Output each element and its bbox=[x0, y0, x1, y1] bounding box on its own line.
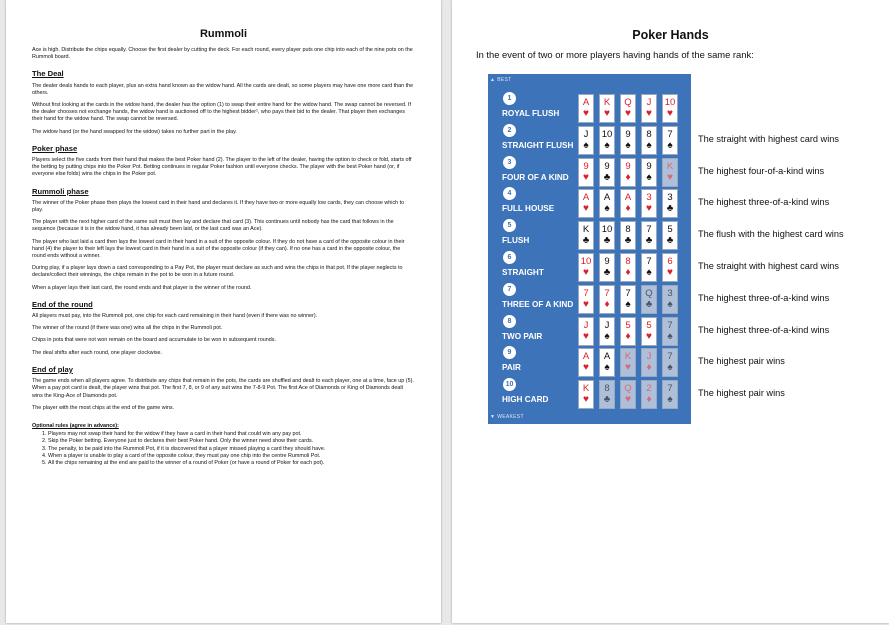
card-suit-icon: ♠ bbox=[646, 171, 652, 183]
card-rank: 8 bbox=[646, 128, 652, 140]
card-suit-icon: ♣ bbox=[603, 171, 611, 183]
paragraph: The winner of the round (if there was one) wins all the chips in the Rummoli pot. bbox=[32, 325, 223, 332]
playing-card bbox=[620, 158, 636, 187]
playing-card bbox=[620, 189, 636, 218]
card-suit-icon: ♦ bbox=[625, 203, 631, 215]
card-rank: Q bbox=[624, 383, 632, 395]
hand-name: ROYAL FLUSH bbox=[502, 109, 560, 118]
card-rank: 2 bbox=[646, 383, 652, 395]
card-rank: J bbox=[583, 128, 589, 140]
playing-card bbox=[578, 253, 594, 282]
hand-tiebreak-description: The straight with highest card wins bbox=[698, 261, 839, 271]
hand-tiebreak-description: The straight with highest card wins bbox=[698, 133, 839, 144]
card-rank: A bbox=[582, 97, 590, 108]
list-item: 2. Skip the Poker betting. Everyone just to declares their best Poker hand. Only the winner need show their cards. bbox=[48, 438, 415, 445]
hand-name: TWO PAIR bbox=[502, 331, 543, 341]
paragraph: Without first looking at the cards in the widow hand, the dealer has the option (1) to swap their entire hand for the widow hand. The swap cannot be reversed. If the dealer chooses not exchange hands, the widow hand is auctioned off to the highest bidder¹, who pays their bid to the dealer. That player then exchanges their hand for the widow hand. The swap cannot be reversed. bbox=[32, 102, 411, 123]
card-suit-icon: ♠ bbox=[646, 267, 652, 278]
card-suit-icon: ♥ bbox=[583, 330, 589, 342]
poker-hands-chart bbox=[488, 74, 691, 424]
card-rank: 7 bbox=[646, 256, 652, 267]
card-suit-icon: ♥ bbox=[583, 394, 589, 406]
paragraph: The game ends when all players agree. To distribute any chips that remain in the pots, the cards are shuffled and dealt to each player, one at a time, face up (5). When a pay pot card is dealt, the player wins that pot. The first 7, 8, or 9 of any suit wins the 7-8-9 Pot. The first Ace of Diamonds or King of Diamonds dealt wins the King-Ace of Diamonds pot. bbox=[32, 378, 414, 399]
card-rank: A bbox=[582, 192, 590, 204]
paragraph: All players must pay, into the Rummoli pot, one chip for each card remaining in their hand (even if there was no winner). bbox=[32, 313, 318, 320]
card-rank: A bbox=[603, 192, 611, 204]
weakest-label bbox=[490, 414, 524, 420]
card-suit-icon: ♠ bbox=[646, 139, 652, 151]
playing-card bbox=[620, 126, 636, 155]
weakest-text: WEAKEST bbox=[497, 414, 524, 420]
playing-card bbox=[662, 94, 678, 123]
card-rank: 7 bbox=[667, 128, 673, 140]
page-title: Poker Hands bbox=[632, 28, 709, 42]
card-suit-icon: ♠ bbox=[625, 298, 631, 310]
card-suit-icon: ♥ bbox=[646, 108, 652, 119]
card-rank: 9 bbox=[604, 160, 610, 172]
card-suit-icon: ♥ bbox=[646, 203, 652, 215]
playing-card bbox=[641, 221, 657, 250]
card-suit-icon: ♥ bbox=[646, 330, 652, 342]
playing-card bbox=[662, 285, 678, 314]
paragraph: When a player lays their last card, the round ends and that player is the winner of the round. bbox=[32, 284, 252, 291]
playing-card bbox=[599, 94, 615, 123]
playing-card bbox=[620, 221, 636, 250]
card-rank: K bbox=[603, 97, 611, 108]
card-suit-icon: ♥ bbox=[583, 362, 589, 374]
card-suit-icon: ♥ bbox=[583, 108, 589, 119]
page-poker-hands bbox=[452, 0, 889, 623]
hand-tiebreak-description: The highest pair wins bbox=[698, 388, 785, 399]
card-suit-icon: ♥ bbox=[667, 108, 673, 119]
best-label bbox=[490, 77, 512, 83]
intro-text: In the event of two or more players having hands of the same rank: bbox=[476, 49, 754, 60]
card-rank: K bbox=[582, 224, 590, 236]
playing-card bbox=[620, 285, 636, 314]
card-suit-icon: ♠ bbox=[604, 330, 610, 342]
card-suit-icon: ♥ bbox=[583, 267, 589, 278]
hand-name: THREE OF A KIND bbox=[502, 299, 574, 309]
card-rank: Q bbox=[645, 287, 653, 299]
card-suit-icon: ♥ bbox=[625, 394, 631, 406]
hand-tiebreak-description: The highest four-of-a-kind wins bbox=[698, 165, 825, 176]
card-suit-icon: ♥ bbox=[604, 108, 610, 119]
section-heading-deal: The Deal bbox=[32, 69, 64, 79]
hand-rank-number: 2 bbox=[503, 124, 516, 137]
card-rank: 5 bbox=[646, 319, 652, 331]
card-suit-icon: ♥ bbox=[667, 171, 673, 183]
playing-card bbox=[641, 348, 657, 377]
list-item: 1. Players may not swap their hand for the widow if they have a card in their hand that could win any pay pot. bbox=[48, 431, 415, 438]
paragraph: The player who last laid a card then lays the lowest card in their hand in a suit of the opposite colour. If they do not have a card of the opposite colour in their hand (4) the player to their left lays the lowest card in their hand in a suit of the opposite colour (if they can). If no one has a card in the opposite colour, the round ends without a winner. bbox=[32, 238, 405, 260]
playing-card bbox=[599, 348, 615, 377]
card-rank: K bbox=[624, 351, 632, 363]
playing-card bbox=[599, 253, 615, 282]
hand-row bbox=[488, 187, 691, 219]
card-suit-icon: ♣ bbox=[666, 203, 674, 215]
best-text: BEST bbox=[497, 77, 512, 83]
playing-card bbox=[599, 158, 615, 187]
playing-card bbox=[620, 380, 636, 409]
card-suit-icon: ♦ bbox=[646, 394, 652, 406]
card-rank: A bbox=[624, 192, 632, 204]
hand-name: STRAIGHT FLUSH bbox=[502, 140, 574, 150]
card-rank: 7 bbox=[646, 224, 652, 236]
playing-card bbox=[620, 94, 636, 123]
card-rank: 10 bbox=[580, 256, 592, 267]
playing-card bbox=[578, 94, 594, 123]
playing-card bbox=[662, 317, 678, 346]
hand-rank-number: 5 bbox=[503, 219, 516, 232]
card-rank: 5 bbox=[625, 319, 631, 331]
hand-name: FULL HOUSE bbox=[502, 204, 555, 214]
card-rank: 8 bbox=[604, 383, 610, 395]
intro-paragraph: Ace is high. Distribute the chips equally. Choose the first dealer by cutting the deck. For each round, every player puts one chip into each of the nine pots on the Rummoli board. bbox=[32, 47, 413, 61]
playing-card bbox=[662, 158, 678, 187]
down-triangle-icon: ▼ bbox=[490, 414, 496, 420]
section-heading-end-of-round: End of the round bbox=[32, 299, 93, 309]
card-suit-icon: ♥ bbox=[583, 171, 589, 183]
card-suit-icon: ♣ bbox=[666, 235, 674, 247]
card-rank: 7 bbox=[583, 287, 589, 299]
page-title: Rummoli bbox=[199, 28, 248, 40]
playing-card bbox=[620, 348, 636, 377]
playing-card bbox=[599, 189, 615, 218]
card-suit-icon: ♠ bbox=[667, 298, 673, 310]
card-suit-icon: ♠ bbox=[604, 362, 610, 374]
hand-tiebreak-description: The highest three-of-a-kind wins bbox=[698, 197, 830, 208]
playing-card bbox=[662, 348, 678, 377]
hand-rank-number: 8 bbox=[503, 315, 516, 328]
card-suit-icon: ♠ bbox=[667, 394, 673, 406]
playing-card bbox=[578, 221, 594, 250]
card-suit-icon: ♠ bbox=[667, 362, 673, 374]
card-suit-icon: ♣ bbox=[645, 235, 653, 247]
card-rank: J bbox=[604, 319, 610, 331]
hand-rank-number: 6 bbox=[503, 251, 516, 264]
card-suit-icon: ♥ bbox=[583, 298, 589, 310]
hand-row bbox=[488, 315, 691, 347]
hand-tiebreak-description: The flush with the highest card wins bbox=[698, 229, 844, 240]
card-suit-icon: ♣ bbox=[624, 235, 632, 247]
card-suit-icon: ♦ bbox=[625, 267, 631, 278]
card-suit-icon: ♣ bbox=[582, 235, 590, 247]
playing-card bbox=[641, 189, 657, 218]
section-heading-poker-phase: Poker phase bbox=[32, 143, 78, 153]
hand-rank-number: 9 bbox=[503, 346, 516, 359]
hand-name: FLUSH bbox=[502, 236, 530, 246]
card-rank: 3 bbox=[646, 192, 652, 204]
paragraph: The player with the most chips at the end of the game wins. bbox=[32, 404, 175, 411]
card-rank: 7 bbox=[604, 287, 610, 299]
playing-card bbox=[620, 317, 636, 346]
playing-card bbox=[641, 285, 657, 314]
card-suit-icon: ♠ bbox=[583, 139, 589, 151]
playing-card bbox=[641, 94, 657, 123]
paragraph: Chips in pots that were not won remain on the board and accumulate to be won in subsequent rounds. bbox=[32, 337, 276, 344]
card-rank: 6 bbox=[667, 256, 673, 267]
card-rank: 3 bbox=[667, 287, 673, 299]
playing-card bbox=[662, 126, 678, 155]
card-rank: 8 bbox=[625, 256, 631, 267]
card-rank: 5 bbox=[667, 224, 673, 236]
hand-tiebreak-description: The highest three-of-a-kind wins bbox=[698, 292, 830, 303]
card-suit-icon: ♣ bbox=[603, 394, 611, 406]
card-suit-icon: ♠ bbox=[625, 139, 631, 151]
card-suit-icon: ♣ bbox=[645, 298, 653, 310]
card-suit-icon: ♣ bbox=[603, 235, 611, 247]
playing-card bbox=[641, 380, 657, 409]
playing-card bbox=[578, 317, 594, 346]
card-suit-icon: ♥ bbox=[625, 362, 631, 374]
card-suit-icon: ♠ bbox=[604, 139, 610, 151]
card-suit-icon: ♥ bbox=[625, 108, 631, 119]
hand-row bbox=[488, 346, 691, 378]
card-suit-icon: ♠ bbox=[667, 139, 673, 151]
hand-name: STRAIGHT bbox=[502, 268, 544, 277]
playing-card bbox=[620, 253, 636, 282]
card-rank: A bbox=[582, 351, 590, 363]
card-rank: 10 bbox=[664, 97, 676, 108]
hand-row bbox=[488, 283, 691, 315]
hand-rank-number: 10 bbox=[503, 378, 516, 391]
paragraph: The deal shifts after each round, one player clockwise. bbox=[32, 349, 163, 356]
hand-row bbox=[488, 156, 691, 188]
card-suit-icon: ♦ bbox=[646, 362, 652, 374]
card-suit-icon: ♥ bbox=[667, 267, 673, 278]
hand-name: FOUR OF A KIND bbox=[502, 172, 569, 182]
hand-rank-number: 4 bbox=[503, 187, 516, 200]
playing-card bbox=[578, 158, 594, 187]
list-item: 5. All the chips remaining at the end are paid to the winner of a round of Poker (or have a round of Poker for each pot). bbox=[48, 460, 415, 467]
list-item: 4. When a player is unable to play a card of the opposite colour, they must pay one chip into the centre Rummoli Pot. bbox=[48, 453, 415, 460]
playing-card bbox=[641, 253, 657, 282]
hand-row bbox=[488, 124, 691, 156]
hand-rank-number: 7 bbox=[503, 283, 516, 296]
card-suit-icon: ♥ bbox=[583, 203, 589, 215]
playing-card bbox=[578, 348, 594, 377]
card-rank: 9 bbox=[625, 160, 631, 172]
card-rank: 3 bbox=[667, 192, 673, 204]
card-rank: 9 bbox=[625, 128, 631, 140]
section-heading-rummoli-phase: Rummoli phase bbox=[32, 186, 89, 196]
rules-body bbox=[32, 47, 415, 467]
paragraph: Players select the five cards from their hand that makes the best Poker hand (2). The player to the left of the dealer, having the option to check or fold, starts off the betting by putting chips into the Poker Pot. Betting continues in regular Poker fashion until everyone checks. The player with the best Poker hand (or, if everyone else folds) wins the chips in the Poker pot. bbox=[32, 157, 412, 178]
card-rank: J bbox=[583, 319, 589, 331]
playing-card bbox=[578, 126, 594, 155]
hand-rank-number: 3 bbox=[503, 156, 516, 169]
list-item: 3. The penalty, to be paid into the Rummoli Pot, if it is discovered that a player missed playing a card they should have. bbox=[48, 446, 415, 453]
hand-tiebreak-description: The highest pair wins bbox=[698, 356, 785, 367]
playing-card bbox=[662, 221, 678, 250]
playing-card bbox=[599, 317, 615, 346]
card-suit-icon: ♠ bbox=[604, 203, 610, 215]
paragraph: The widow hand (or the hand swapped for the widow) takes no further part in the play. bbox=[32, 128, 237, 135]
paragraph: During play, if a player lays down a card corresponding to a Pay Pot, the player must declare as such and wins the chips in that pot. If the player neglects to declare/collect their winnings, the chips remain in the pot to be won in a future round. bbox=[32, 265, 403, 279]
card-rank: J bbox=[646, 97, 652, 108]
card-rank: A bbox=[603, 351, 611, 363]
page-rummoli bbox=[6, 0, 441, 623]
card-rank: K bbox=[582, 383, 590, 395]
playing-card bbox=[662, 380, 678, 409]
optional-rules-list bbox=[32, 431, 415, 467]
card-rank: K bbox=[666, 160, 674, 172]
card-rank: J bbox=[646, 351, 652, 363]
card-rank: 9 bbox=[583, 160, 589, 172]
card-rank: 9 bbox=[604, 256, 610, 267]
card-rank: 7 bbox=[667, 319, 673, 331]
hand-rank-number: 1 bbox=[503, 92, 516, 105]
card-rank: 10 bbox=[601, 224, 613, 236]
playing-card bbox=[599, 380, 615, 409]
hand-row bbox=[488, 219, 691, 251]
card-rank: 7 bbox=[667, 383, 673, 395]
card-rank: 8 bbox=[625, 224, 631, 236]
playing-card bbox=[599, 221, 615, 250]
playing-card bbox=[578, 189, 594, 218]
paragraph: The dealer deals hands to each player, plus an extra hand known as the widow hand. All the cards are dealt, so some players may have one more card than the others. bbox=[32, 82, 414, 96]
card-suit-icon: ♦ bbox=[604, 298, 610, 310]
playing-card bbox=[599, 285, 615, 314]
card-rank: 7 bbox=[625, 287, 631, 299]
hand-name: HIGH CARD bbox=[502, 395, 549, 405]
card-suit-icon: ♦ bbox=[625, 171, 631, 183]
hand-name: PAIR bbox=[502, 363, 521, 373]
card-rank: 7 bbox=[667, 351, 673, 363]
optional-rules-title: Optional rules (agree in advance): bbox=[32, 422, 119, 429]
playing-card bbox=[578, 285, 594, 314]
card-suit-icon: ♠ bbox=[667, 330, 673, 342]
card-suit-icon: ♦ bbox=[625, 330, 631, 342]
playing-card bbox=[599, 126, 615, 155]
section-heading-end-of-play: End of play bbox=[32, 364, 73, 374]
hand-row bbox=[488, 92, 691, 124]
up-triangle-icon: ▲ bbox=[490, 77, 496, 83]
playing-card bbox=[578, 380, 594, 409]
hand-row bbox=[488, 251, 691, 283]
playing-card bbox=[641, 126, 657, 155]
playing-card bbox=[662, 189, 678, 218]
card-rank: 10 bbox=[601, 128, 613, 140]
paragraph: The winner of the Poker phase then plays the lowest card in their hand and declares it. If they have two or more equally low cards, they can choose which to play. bbox=[32, 199, 405, 214]
card-suit-icon: ♣ bbox=[603, 267, 611, 278]
hand-row bbox=[488, 378, 691, 410]
card-rank: 9 bbox=[646, 160, 652, 172]
playing-card bbox=[641, 158, 657, 187]
hand-tiebreak-description: The highest three-of-a-kind wins bbox=[698, 324, 830, 335]
paragraph: The player with the next higher card of the same suit must then lay and declare that card (3). This continues until nobody has the card that follows in the sequence (because it is in the widow hand, it has already been laid, or the last card was an Ace). bbox=[32, 219, 394, 233]
card-rank: Q bbox=[624, 97, 632, 108]
playing-card bbox=[662, 253, 678, 282]
playing-card bbox=[641, 317, 657, 346]
